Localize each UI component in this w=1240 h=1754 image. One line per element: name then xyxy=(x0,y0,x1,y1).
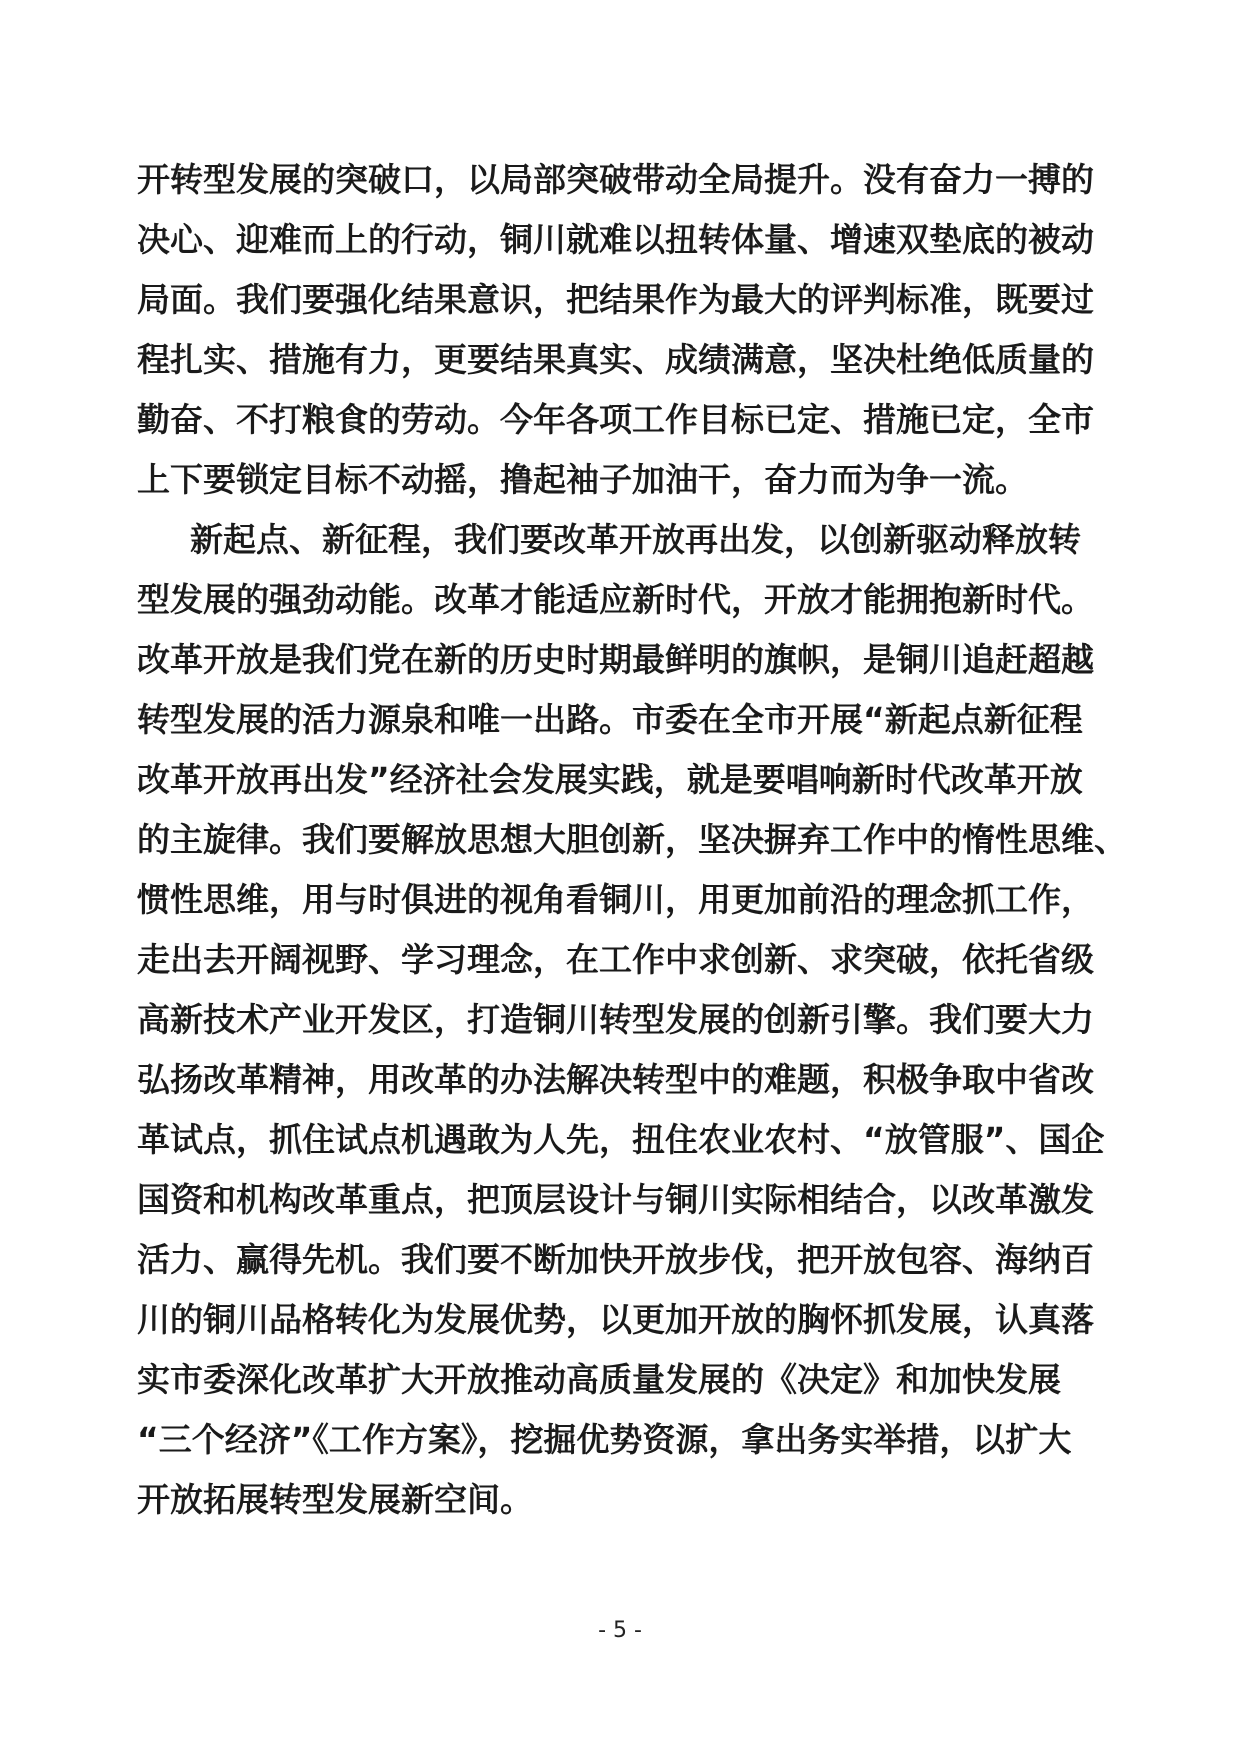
text-line: 革试点，抓住试点机遇敢为人先，扭住农业农村、“放管服”、国企 xyxy=(137,1120,1105,1159)
text-line: 型发展的强劲动能。改革才能适应新时代，开放才能拥抱新时代。 xyxy=(137,580,1094,619)
text-line: 改革开放是我们党在新的历史时期最鲜明的旗帜，是铜川追赶超越 xyxy=(137,640,1094,679)
text-line: 实市委深化改革扩大开放推动高质量发展的《决定》和加快发展 xyxy=(137,1360,1061,1399)
text-line: 的主旋律。我们要解放思想大胆创新，坚决摒弃工作中的惰性思维、 xyxy=(137,820,1127,859)
text-line: 开转型发展的突破口，以局部突破带动全局提升。没有奋力一搏的 xyxy=(137,160,1094,199)
text-line: 开放拓展转型发展新空间。 xyxy=(137,1480,533,1519)
text-line: 弘扬改革精神，用改革的办法解决转型中的难题，积极争取中省改 xyxy=(137,1060,1094,1099)
text-line: 惯性思维，用与时俱进的视角看铜川，用更加前沿的理念抓工作， xyxy=(137,880,1094,919)
text-line: 川的铜川品格转化为发展优势，以更加开放的胸怀抓发展，认真落 xyxy=(137,1300,1094,1339)
text-line: 高新技术产业开发区，打造铜川转型发展的创新引擎。我们要大力 xyxy=(137,1000,1094,1039)
text-line: 程扎实、措施有力，更要结果真实、成绩满意，坚决杜绝低质量的 xyxy=(137,340,1094,379)
text-line: 改革开放再出发”经济社会发展实践，就是要唱响新时代改革开放 xyxy=(137,760,1083,799)
text-line: 国资和机构改革重点，把顶层设计与铜川实际相结合，以改革激发 xyxy=(137,1180,1094,1219)
text-line: 走出去开阔视野、学习理念，在工作中求创新、求突破，依托省级 xyxy=(137,940,1094,979)
text-line: 勤奋、不打粮食的劳动。今年各项工作目标已定、措施已定，全市 xyxy=(137,400,1094,439)
text-line: 新起点、新征程，我们要改革开放再出发，以创新驱动释放转 xyxy=(190,520,1081,559)
text-line: “三个经济”《工作方案》，挖掘优势资源，拿出务实举措，以扩大 xyxy=(137,1420,1072,1459)
page-number: - 5 - xyxy=(598,1618,642,1643)
text-line: 上下要锁定目标不动摇，撸起袖子加油干，奋力而为争一流。 xyxy=(137,460,1028,499)
text-line: 转型发展的活力源泉和唯一出路。市委在全市开展“新起点新征程 xyxy=(137,700,1083,739)
body-text xyxy=(137,150,1127,1530)
text-line: 活力、赢得先机。我们要不断加快开放步伐，把开放包容、海纳百 xyxy=(137,1240,1094,1279)
text-line: 决心、迎难而上的行动，铜川就难以扭转体量、增速双垫底的被动 xyxy=(137,220,1094,259)
text-line: 局面。我们要强化结果意识，把结果作为最大的评判标准，既要过 xyxy=(137,280,1094,319)
